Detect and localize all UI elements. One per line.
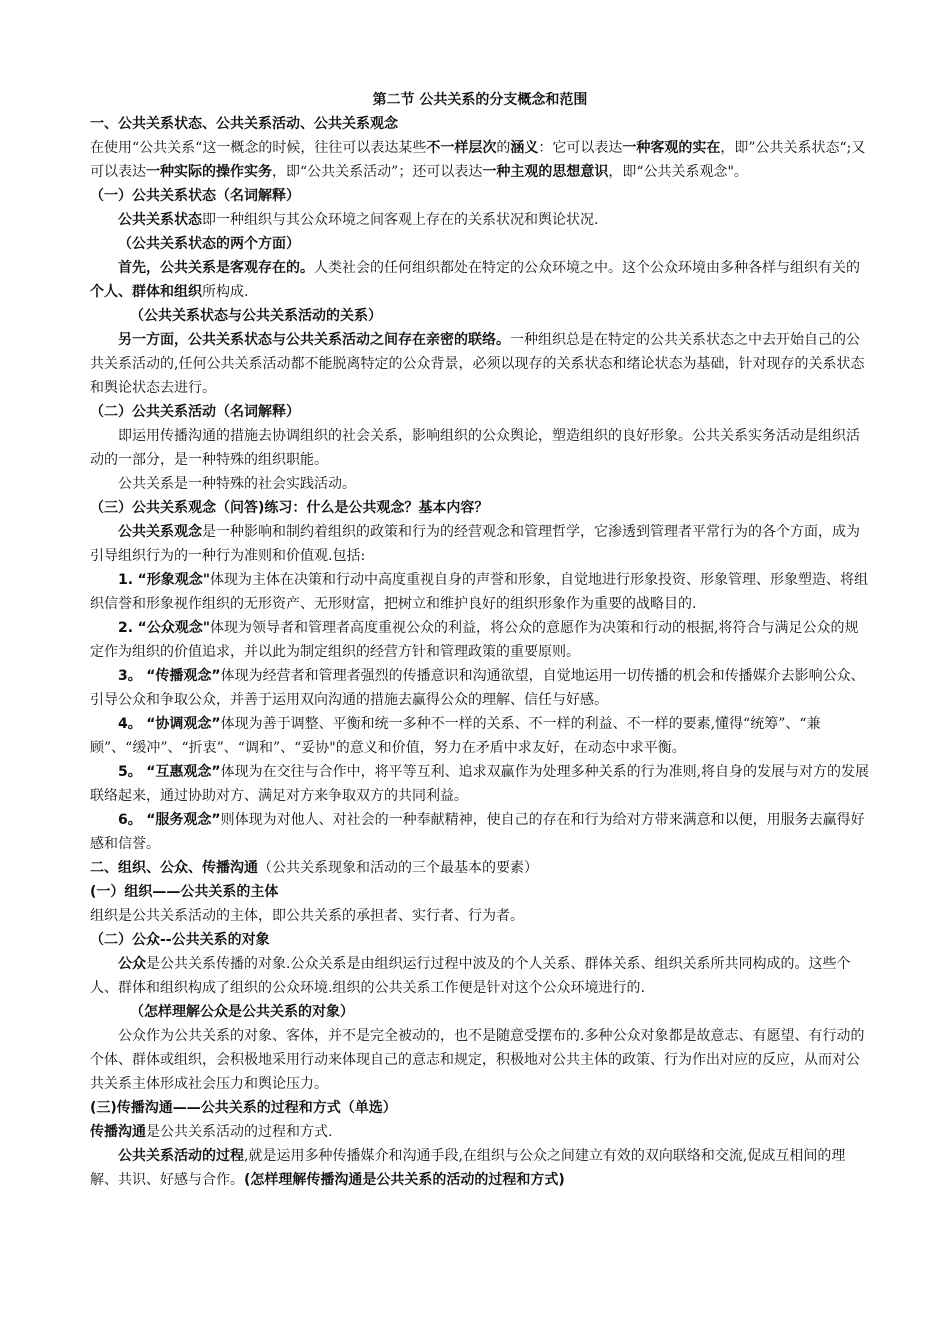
state-aspects-heading: （公共关系状态的两个方面）: [118, 236, 300, 252]
concept-item: 2. “公众观念"体现为领导者和管理者高度重视公众的利益，将公众的意愿作为决策和行动的根据,将符合与满足公众的规定作为组织的价值追求，并以此为制定组织的经营方针和管理政策的重要原则。: [90, 620, 859, 660]
subsection-1-1-heading: （一）公共关系状态（名词解释）: [90, 188, 300, 204]
subsection-2-3-heading: (三)传播沟通——公共关系的过程和方式（单选）: [90, 1100, 397, 1116]
state-definition: 公共关系状态即一种组织与其公众环境之间客观上存在的关系状况和舆论状况.: [118, 212, 599, 228]
document-page: [90, 88, 870, 1192]
concept-item: 6。 “服务观念”则体现为对他人、对社会的一种奉献精神，使自己的存在和行为给对方带来满意和以便，用服务去赢得好感和信誉。: [90, 812, 865, 852]
section-2-heading: 二、组织、公众、传播沟通（公共关系现象和活动的三个最基本的要素）: [90, 860, 538, 876]
section-1-intro: 在使用“公共关系“这一概念的时候，往往可以表达某些不一样层次的涵义：它可以表达一种客观的实在，即”公共关系状态“;又可以表达一种实际的操作实务，即“公共关系活动”；还可以表达一种主观的思想意识，即“公共关系观念"。: [90, 140, 866, 180]
concept-item: 5。 “互惠观念”体现为在交往与合作中，将平等互利、追求双赢作为处理多种关系的行为准则,将自身的发展与对方的发展联络起来，通过协助对方、满足对方来争取双方的共同利益。: [90, 764, 870, 804]
public-understand-paragraph: 公众作为公共关系的对象、客体，并不是完全被动的，也不是随意受摆布的.多种公众对象都是故意志、有愿望、有行动的个体、群体或组织，会积极地采用行动来体现自己的意志和规定，积极地对公共主体的政策、行为作出对应的反应，从而对公共关系主体形成社会压力和舆论压力。: [90, 1028, 865, 1092]
subsection-2-1-heading: (一）组织——公共关系的主体: [90, 884, 279, 900]
communication-process-paragraph: 公共关系活动的过程,就是运用多种传播媒介和沟通手段,在组织与公众之间建立有效的双向联络和交流,促成互相间的理解、共识、好感与合作。(怎样理解传播沟通是公共关系的活动的过程和方式): [90, 1148, 846, 1188]
section-1-heading: 一、公共关系状态、公共关系活动、公共关系观念: [90, 116, 398, 132]
page-title: 第二节 公共关系的分支概念和范围: [372, 92, 588, 108]
subsection-1-3-heading: （三）公共关系观念（问答)练习：什么是公共观念？基本内容？: [90, 500, 489, 516]
activity-paragraph: 即运用传播沟通的措施去协调组织的社会关系，影响组织的公众舆论，塑造组织的良好形象。公共关系实务活动是组织活动的一部分，是一种特殊的组织职能。: [90, 428, 860, 468]
subsection-2-2-heading: （二）公众--公共关系的对象: [90, 932, 270, 948]
concept-item: 4。 “协调观念”体现为善于调整、平衡和统一多种不一样的关系、不一样的利益、不一样的要素,懂得“统筹”、“兼顾”、“缓冲”、“折衷”、“调和”、“妥协"的意义和价值，努力在矛盾中求友好，在动态中求平衡。: [90, 716, 821, 756]
state-first-paragraph: 首先，公共关系是客观存在的。人类社会的任何组织都处在特定的公众环境之中。这个公众环境由多种各样与组织有关的个人、群体和组织所构成.: [90, 260, 860, 300]
subsection-1-2-heading: （二）公共关系活动（名词解释）: [90, 404, 300, 420]
concept-item: 3。 “传播观念”体现为经营者和管理者强烈的传播意识和沟通欲望，自觉地运用一切传播的机会和传播媒介去影响公众、引导公众和争取公众，并善于运用双向沟通的措施去赢得公众的理解、信任与好感。: [90, 668, 865, 708]
organization-paragraph: 组织是公共关系活动的主体，即公共关系的承担者、实行者、行为者。: [90, 908, 524, 924]
state-activity-relation-heading: （公共关系状态与公共关系活动的关系）: [130, 308, 382, 324]
public-paragraph: 公众是公共关系传播的对象.公众关系是由组织运行过程中波及的个人关系、群体关系、组织关系所共同构成的。这些个人、群体和组织构成了组织的公众环境.组织的公共关系工作便是针对这个公众环境进行的.: [90, 956, 851, 996]
state-second-paragraph: 另一方面，公共关系状态与公共关系活动之间存在亲密的联络。一种组织总是在特定的公共关系状态之中去开始自己的公共关系活动的,任何公共关系活动都不能脱离特定的公众背景，必须以现存的关系状态和绪论状态为基础，针对现存的关系状态和舆论状态去进行。: [90, 332, 865, 396]
concept-intro: 公共关系观念是一种影响和制约着组织的政策和行为的经营观念和管理哲学，它渗透到管理者平常行为的各个方面，成为引导组织行为的一种行为准则和价值观.包括:: [90, 524, 860, 564]
activity-note: 公共关系是一种特殊的社会实践活动。: [118, 476, 356, 492]
public-understand-heading: （怎样理解公众是公共关系的对象）: [130, 1004, 354, 1020]
concept-item: 1. “形象观念"体现为主体在决策和行动中高度重视自身的声誉和形象，自觉地进行形象投资、形象管理、形象塑造、将组织信誉和形象视作组织的无形资产、无形财富，把树立和维护良好的组织形象作为重要的战略目的.: [90, 572, 869, 612]
communication-definition: 传播沟通是公共关系活动的过程和方式.: [90, 1124, 333, 1140]
